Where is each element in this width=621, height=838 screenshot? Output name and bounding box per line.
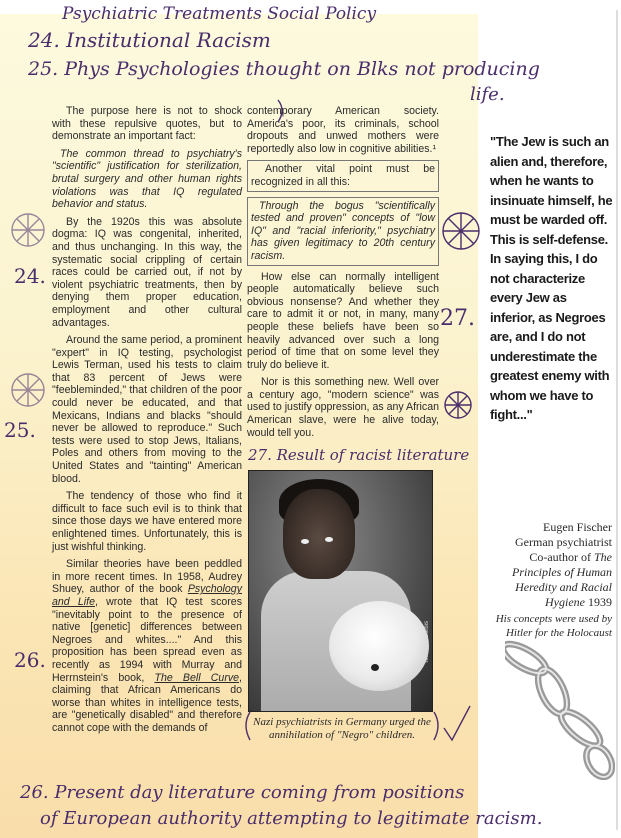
handwritten-item-25-continued: life. xyxy=(470,84,505,105)
handwritten-item-26-line2: of European authority attempting to legitimate racism. xyxy=(40,808,543,829)
year: 1939 xyxy=(588,595,612,609)
chain-illustration xyxy=(505,640,615,780)
text-span: , claiming that African Americans do worse than whites in intelligence tests, are "genetically disabled" and therefore cannot cope with the demands of xyxy=(52,671,242,734)
photo-toy-nose xyxy=(371,664,379,671)
handwritten-margin-27: 27. xyxy=(440,306,475,331)
paragraph: By the 1920s this was absolute dogma: IQ was congenital, inherited, and thus unchanging. In this way, the systematic social crippling of certain races could be carried out, if not by violent psychiatric treatments, then by denying them proper education, employment and other cultural advantages. xyxy=(52,215,242,329)
child-photo xyxy=(248,470,433,712)
photo-eye xyxy=(301,539,309,544)
italic-paragraph: The common thread to psychiatry's "scientific" justification for sterilization, brutal surgery and other human rights violations was that IQ regulated behavior and status. xyxy=(52,147,242,211)
handwritten-item-24: 24. Institutional Racism xyxy=(28,28,271,52)
quote-attribution xyxy=(480,520,612,640)
pull-quote: "The Jew is such an alien and, therefore, when he wants to insinuate himself, he must be warded off. This is self-defense. In saying this, I do not characterize every Jew as inferior, as Negroes are, and I do not underestimate the greatest enemy with whom we have to fight..." xyxy=(490,134,613,422)
paragraph: The purpose here is not to shock with these repulsive quotes, but to demonstrate an important fact: xyxy=(52,105,242,143)
book-title: The Bell Curve xyxy=(154,671,240,684)
handwritten-title: Psychiatric Treatments Social Policy xyxy=(62,4,377,24)
boxed-callout xyxy=(247,160,439,191)
paragraph: How else can normally intelligent people automatically believe such obvious nonsense? And whether they care to admit it or not, in many, many people these beliefs have been so heavily advanced over such a long period of time that on some level they truly do believe it. xyxy=(247,270,439,371)
photo-eye xyxy=(325,537,333,542)
paragraph: Another vital point must be recognized in all this: xyxy=(251,163,435,188)
quote-note: His concepts were used by Hitler for the Holocaust xyxy=(495,613,612,639)
paragraph: contemporary American society. America's poor, its criminals, school dropouts and unwed mothers were reportedly also low in cognitive abilities.¹ xyxy=(247,105,439,155)
quote-book xyxy=(480,550,612,610)
quote-author: Eugen Fischer xyxy=(543,520,612,534)
text-span: Similar theories have been peddled in more recent times. In 1958, Audrey Shuey, author of the book xyxy=(52,558,242,596)
book-title: The Principles of Human Heredity and Racial Hygiene xyxy=(512,550,612,609)
book-title: Psychology and Life xyxy=(52,583,242,608)
article-middle-column xyxy=(247,105,439,444)
handwritten-margin-25: 25. xyxy=(4,418,36,442)
photo-caption: Nazi psychiatrists in Germany urged the annihilation of "Negro" children. xyxy=(253,716,431,741)
handwritten-margin-26: 26. xyxy=(14,648,46,672)
article-left-column xyxy=(52,105,242,740)
handwritten-margin-24: 24. xyxy=(14,264,46,288)
quote-role: German psychiatrist xyxy=(515,535,612,549)
paragraph: Around the same period, a prominent "expert" in IQ testing, psychologist Lewis Terman, used his tests to claim that 83 percent of Jews were "feebleminded," that children of the poor could never be educated, and that Mexicans, Indians and blacks "should never be allowed to reproduce." Such tests were used to stop Jews, Italians, Poles and others from moving to the United States and "tainting" American blood. xyxy=(52,334,242,485)
italic-paragraph: Through the bogus "scientifically tested and proven" concepts of "low IQ" and "racial inferiority," psychiatry has given legitimacy to 20th century racism. xyxy=(251,199,435,262)
photo-face xyxy=(283,489,355,579)
text-span: , wrote that IQ test scores "inevitably point to the presence of native [genetic] differences between Negroes and whites...." And this proposition has been spread even as recently as 1994 with Murray and Herrnstein's book, xyxy=(52,595,242,684)
paragraph: Nor is this something new. Well over a century ago, "modern science" was used to justify oppression, as any African American slave, were he alive today, would tell you. xyxy=(247,376,439,439)
handwritten-item-25: 25. Phys Psychologies thought on Blks not producing xyxy=(28,58,540,80)
handwritten-item-27: 27. Result of racist literature xyxy=(248,446,470,464)
text-span: Co-author of xyxy=(529,550,594,564)
paragraph: The tendency of those who find it difficult to face such evil is to think that since those days we have entered more enlightened times. Unfortunately, this is just wishful thinking. xyxy=(52,490,242,553)
handwritten-item-26-line1: 26. Present day literature coming from positions xyxy=(20,782,465,803)
photo-stuffed-toy xyxy=(329,601,429,691)
photo-credit: Tom Grill/Corbis xyxy=(424,621,430,664)
paragraph xyxy=(52,558,242,734)
boxed-callout xyxy=(247,197,439,266)
